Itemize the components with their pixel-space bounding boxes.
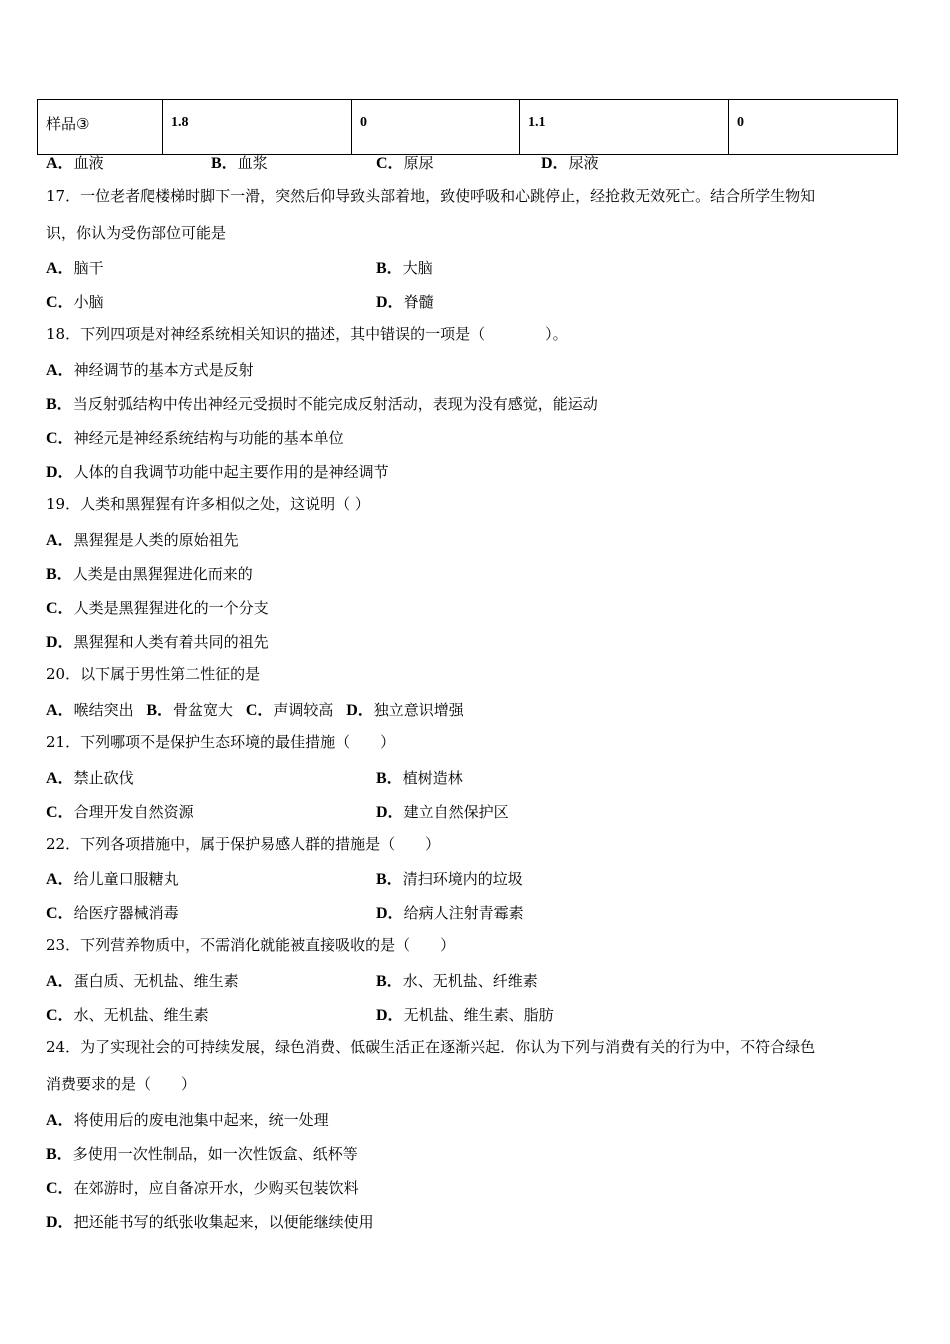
option-a: A．禁止砍伐 [46,769,134,787]
q17-options-row1 [46,255,906,277]
q21-stem: 21．下列哪项不是保护生态环境的最佳措施（ ） [46,733,396,751]
option-c: C．人类是黑猩猩进化的一个分支 [46,599,269,617]
q23-stem: 23．下列营养物质中，不需消化就能被直接吸收的是（ ） [46,936,456,954]
option-b: B．多使用一次性制品，如一次性饭盒、纸杯等 [46,1145,358,1163]
option-d: D．尿液 [541,154,599,172]
q20-options [46,697,464,720]
table-cell-value: 1.8 [163,100,352,155]
option-c: C．给医疗器械消毒 [46,904,179,922]
q18-stem: 18．下列四项是对神经系统相关知识的描述，其中错误的一项是（ ）。 [46,325,568,343]
q24-stem-line2: 消费要求的是（ ） [46,1075,197,1093]
option-d: D．独立意识增强 [346,701,464,719]
option-b: B．人类是由黑猩猩进化而来的 [46,565,253,583]
q17-stem-line1: 17．一位老者爬楼梯时脚下一滑，突然后仰导致头部着地，致使呼吸和心跳停止，经抢救无效死亡。结合所学生物知 [46,187,816,205]
option-a: A．血液 [46,154,104,172]
option-d: D．人体的自我调节功能中起主要作用的是神经调节 [46,463,389,481]
table-cell-value: 0 [352,100,520,155]
option-c: C．水、无机盐、维生素 [46,1006,209,1024]
table-row [38,100,898,155]
option-d: D．给病人注射青霉素 [376,904,524,922]
q22-stem: 22．下列各项措施中，属于保护易感人群的措施是（ ） [46,835,441,853]
q21-options-row2 [46,799,906,821]
option-a: A．给儿童口服糖丸 [46,870,179,888]
option-c: C．声调较高 [245,701,334,719]
option-c: C．原尿 [376,154,434,172]
q22-options-row1 [46,866,906,888]
option-b: B．植树造林 [376,769,463,787]
option-b: B．水、无机盐、纤维素 [376,972,538,990]
table-cell-sample-name: 样品③ [38,100,163,155]
q23-options-row1 [46,968,906,990]
option-b: B．大脑 [376,259,433,277]
option-c: C．小脑 [46,293,104,311]
q23-options-row2 [46,1002,906,1024]
option-d: D．把还能书写的纸张收集起来，以便能继续使用 [46,1213,374,1231]
option-c: C．神经元是神经系统结构与功能的基本单位 [46,429,344,447]
option-b: B．当反射弧结构中传出神经元受损时不能完成反射活动，表现为没有感觉，能运动 [46,395,598,413]
q22-options-row2 [46,900,906,922]
option-c: C．合理开发自然资源 [46,803,194,821]
option-a: A．神经调节的基本方式是反射 [46,361,254,379]
option-c: C．在郊游时，应自备凉开水，少购买包装饮料 [46,1179,359,1197]
option-b: B．血浆 [211,154,268,172]
q16-options [46,150,906,172]
q24-stem-line1: 24．为了实现社会的可持续发展，绿色消费、低碳生活正在逐渐兴起．你认为下列与消费有关的行为中，不符合绿色 [46,1038,816,1056]
option-d: D．黑猩猩和人类有着共同的祖先 [46,633,269,651]
table-cell-value: 0 [729,100,898,155]
option-a: A．脑干 [46,259,104,277]
option-d: D．脊髓 [376,293,434,311]
q21-options-row1 [46,765,906,787]
option-d: D．无机盐、维生素、脂肪 [376,1006,554,1024]
option-a: A．蛋白质、无机盐、维生素 [46,972,239,990]
option-a: A．喉结突出 [46,701,134,719]
q17-stem-line2: 识，你认为受伤部位可能是 [46,224,227,242]
sample-table [37,99,898,155]
option-a: A．将使用后的废电池集中起来，统一处理 [46,1111,329,1129]
q19-stem: 19．人类和黑猩猩有许多相似之处，这说明（ ） [46,495,370,513]
q17-options-row2 [46,289,906,311]
option-b: B．骨盆宽大 [146,701,234,719]
option-d: D．建立自然保护区 [376,803,509,821]
q20-stem: 20．以下属于男性第二性征的是 [46,665,261,683]
option-a: A．黑猩猩是人类的原始祖先 [46,531,239,549]
option-b: B．清扫环境内的垃圾 [376,870,523,888]
table-cell-value: 1.1 [520,100,729,155]
